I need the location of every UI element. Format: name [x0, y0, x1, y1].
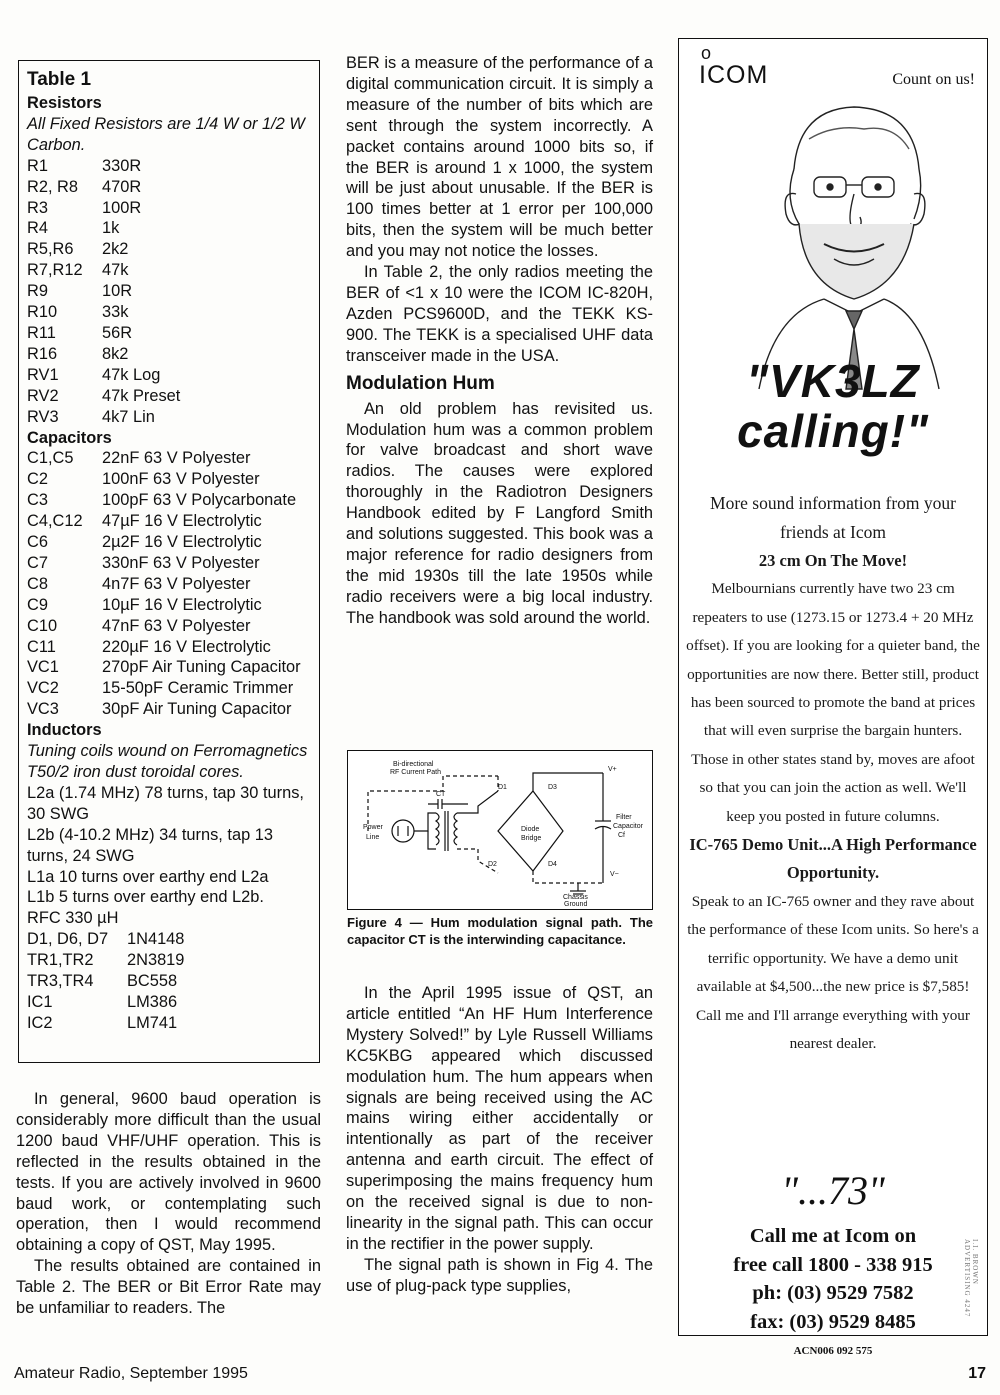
inductor-line: L2a (1.74 MHz) 78 turns, tap 30 turns, 30 SWG [27, 783, 304, 823]
inductor-line: L2b (4-10.2 MHz) 34 turns, tap 13 turns, 24 SWG [27, 825, 273, 865]
label-diode: Diode [521, 826, 540, 833]
part-ref: R9 [27, 282, 48, 301]
part-value: 2µ2F 16 V Electrolytic [102, 533, 262, 552]
table-row [27, 511, 311, 532]
part-ref: C3 [27, 491, 48, 510]
table-row [27, 365, 311, 386]
parts-table [18, 60, 320, 1063]
ad-subheading: 23 cm On The Move! [758, 551, 908, 570]
part-ref: VC2 [27, 679, 59, 698]
part-ref: C8 [27, 574, 48, 593]
table-row [27, 595, 311, 616]
table-row [27, 260, 311, 281]
part-ref: R5,R6 [27, 240, 74, 259]
paragraph: An old problem has revisited us. Modulation hum was a common problem for valve broadcast and short wave radios. The causes were explored thoroughly in the Radiotron Designers Handbook edited by F Langford Smith and solutions suggested. This book was a major reference for radio designers from the mid 1930s till the late 1950s while radio receivers were a big local industry. The handbook was sold around the world. [346, 399, 653, 627]
table-row [27, 448, 311, 469]
part-value: 1k [102, 219, 120, 238]
part-value: 220µF 16 V Electrolytic [102, 637, 271, 656]
part-value: BC558 [127, 972, 178, 991]
part-ref: R16 [27, 344, 58, 363]
part-value: 100nF 63 V Polyester [102, 470, 260, 489]
inductor-line: RFC 330 µH [27, 909, 119, 928]
table-row [27, 281, 311, 302]
label-ct: CT [436, 791, 446, 798]
part-ref: RV3 [27, 407, 59, 426]
hum-circuit-diagram [348, 751, 651, 908]
part-ref: D1, D6, D7 [27, 930, 109, 949]
label-rf-path: RF Current Path [390, 769, 441, 776]
part-value: 270pF Air Tuning Capacitor [102, 658, 301, 677]
capacitors-heading: Capacitors [27, 428, 112, 447]
ad-subheading: IC-765 Demo Unit...A High Performance Opportunity. [689, 835, 977, 883]
part-value: 470R [102, 177, 142, 196]
table-row [27, 657, 311, 678]
part-ref: RV1 [27, 365, 59, 384]
part-ref: R1 [27, 156, 48, 175]
part-ref: C1,C5 [27, 449, 74, 468]
table-row [27, 218, 311, 239]
paragraph: In Table 2, the only radios meeting the BER of <1 x 10 were the ICOM IC-820H, Azden PCS9600D, and the TEKK KS-900. The TEKK is a specialised UHF data transceiver made in the USA. [346, 263, 653, 365]
label-power: Power [363, 824, 383, 831]
part-ref: IC1 [27, 992, 53, 1011]
paragraph: BER is a measure of the performance of a digital communication circuit. It is simply a measure of the number of bits which are sent through the system incorrectly. A packet contains around 1000 bits so, if the BER is around 1 x 1000, the system will be just about unusable. If the BER is 100 times better at 1 error per 100,000 bits, then the system will be much better and you may not notice the losses. [346, 54, 653, 261]
part-ref: IC2 [27, 1013, 53, 1032]
capacitor-list [27, 448, 311, 720]
part-ref: R2, R8 [27, 177, 79, 196]
part-value: 47k Log [102, 365, 161, 384]
table-row [27, 616, 311, 637]
semiconductor-list [27, 929, 311, 1034]
ad-paragraph: Melbournians currently have two 23 cm repeaters to use (1273.15 or 1273.4 + 20 MHz offset). If you are looking for a quieter band, the opportunities are now there. Better still, product has been sourced to promote the band at prices that will even surprise the bargain hunters. Those in other states stand by, moves are afoot so that you can join the action as well. We'll keep you posted in future columns. [686, 580, 980, 825]
part-value: 47µF 16 V Electrolytic [102, 512, 262, 531]
table-row [27, 344, 311, 365]
resistor-list [27, 156, 311, 428]
label-d4: D4 [548, 861, 557, 868]
label-capacitor: Capacitor [613, 823, 643, 830]
label-bridge: Bridge [521, 835, 542, 842]
part-value: 4k7 Lin [102, 407, 155, 426]
part-value: 4n7F 63 V Polyester [102, 574, 251, 593]
part-ref: R3 [27, 198, 48, 217]
page-number: 17 [968, 1365, 986, 1382]
table-row [27, 156, 311, 177]
ad-copy [685, 489, 981, 1058]
contact-line: Call me at Icom on [749, 1225, 917, 1247]
icom-logo: ICOM [699, 61, 769, 89]
table-row [27, 386, 311, 407]
inductor-list [27, 783, 311, 929]
ad-headline-line-1: "VK3LZ [746, 355, 920, 407]
label-cf: Cf [618, 832, 625, 839]
part-value: 47k Preset [102, 386, 181, 405]
table-row [27, 532, 311, 553]
table-row [27, 302, 311, 323]
ad-contact [679, 1222, 987, 1336]
table-row [27, 637, 311, 658]
label-chassis: Chassis [563, 894, 588, 901]
label-line: Line [366, 834, 380, 841]
part-ref: C9 [27, 595, 48, 614]
figure-caption: Figure 4 — Hum modulation signal path. The capacitor CT is the interwinding capacitance. [347, 915, 653, 947]
icom-logo-ring-icon: o [701, 43, 712, 63]
part-value: 30pF Air Tuning Capacitor [102, 700, 292, 719]
table-row [27, 407, 311, 428]
part-value: 10R [102, 282, 133, 301]
agency-credit: I.I. BROWN ADVERTISING 4247 [963, 1239, 979, 1318]
part-ref: VC1 [27, 658, 59, 677]
label-d2: D2 [488, 861, 497, 868]
table-row [27, 1013, 311, 1034]
label-vminus: V− [610, 871, 619, 878]
table-row [27, 929, 311, 950]
table-row [27, 678, 311, 699]
ad-headline-line-2: calling!" [737, 405, 929, 457]
part-value: 33k [102, 303, 129, 322]
part-ref: C11 [27, 637, 56, 656]
table-row [27, 553, 311, 574]
inductor-line: L1a 10 turns over earthy end L2a [27, 867, 269, 886]
paragraph: The signal path is shown in Fig 4. The use of plug-pack type supplies, [346, 1255, 653, 1295]
table-row [27, 323, 311, 344]
part-ref: R11 [27, 323, 56, 342]
part-value: 100pF 63 V Polycarbonate [102, 491, 297, 510]
inductors-note: Tuning coils wound on Ferromagnetics T50/2 iron dust toroidal cores. [27, 742, 308, 781]
ad-signoff: "...73" [781, 1168, 885, 1213]
part-ref: C2 [27, 470, 48, 489]
section-heading: Modulation Hum [346, 372, 495, 394]
part-ref: C10 [27, 616, 58, 635]
table-row [27, 699, 311, 720]
inductors-heading: Inductors [27, 721, 102, 740]
label-d3: D3 [548, 784, 557, 791]
contact-line: free call 1800 - 338 915 [733, 1253, 933, 1276]
table-row [27, 950, 311, 971]
part-value: 330nF 63 V Polyester [102, 553, 260, 572]
table-row [27, 198, 311, 219]
column-2-text-bottom [346, 983, 653, 1297]
label-filter: Filter [616, 814, 632, 821]
ad-paragraph: Speak to an IC-765 owner and they rave about the performance of these Icom units. So here's a terrific opportunity. We have a demo unit available at $4,500...the new price is $7,585! Call me and I'll arrange everything with your nearest dealer. [687, 892, 979, 1052]
ad-acn: ACN006 092 575 [793, 1345, 873, 1357]
part-ref: C6 [27, 533, 48, 552]
contact-line: ph: (03) 9529 7582 [752, 1282, 914, 1305]
resistors-heading: Resistors [27, 94, 102, 112]
part-value: 15-50pF Ceramic Trimmer [102, 679, 294, 698]
label-vplus: V+ [608, 766, 617, 773]
part-value: 10µF 16 V Electrolytic [102, 595, 262, 614]
column-1-text [16, 1089, 321, 1319]
label-d1: D1 [498, 784, 507, 791]
paragraph: The results obtained are contained in Table 2. The BER or Bit Error Rate may be unfamiliar to readers. The [16, 1257, 321, 1318]
portrait-caricature [754, 99, 944, 394]
ad-tagline: Count on us! [892, 71, 975, 88]
part-value: 22nF 63 V Polyester [102, 449, 251, 468]
contact-line: fax: (03) 9529 8485 [750, 1310, 916, 1333]
part-value: LM386 [127, 992, 178, 1011]
part-value: 8k2 [102, 344, 129, 363]
part-value: 47k [102, 261, 129, 280]
table-row [27, 971, 311, 992]
part-value: 2N3819 [127, 951, 185, 970]
part-ref: TR1,TR2 [27, 951, 94, 970]
table-row [27, 177, 311, 198]
part-ref: TR3,TR4 [27, 972, 94, 991]
part-ref: C7 [27, 553, 48, 572]
part-ref: RV2 [27, 386, 59, 405]
table-title: Table 1 [27, 69, 92, 90]
part-value: 47nF 63 V Polyester [102, 616, 251, 635]
table-row [27, 239, 311, 260]
figure-4-diagram [347, 750, 653, 910]
table-row [27, 992, 311, 1013]
icom-advertisement [678, 38, 988, 1357]
table-row [27, 490, 311, 511]
ad-intro: More sound information from your friends at Icom [710, 493, 956, 542]
part-value: 1N4148 [127, 930, 185, 949]
part-value: 56R [102, 323, 133, 342]
part-ref: R7,R12 [27, 261, 83, 280]
label-ground: Ground [564, 901, 588, 908]
table-row [27, 469, 311, 490]
paragraph: In the April 1995 issue of QST, an article entitled “An HF Hum Interference Mystery Solved!” by Lyle Russell Williams KC5KBG appeared which discussed modulation hum. The hum appears when signals are being received using the AC mains wiring either accidentally or intentionally as part of the receiver antenna and earth circuit. The effect of superimposing the mains frequency hum on the received signal is due to non-linearity in the signal path. This can occur in the rectifier in the power supply. [346, 984, 653, 1253]
part-value: LM741 [127, 1013, 178, 1032]
part-ref: R4 [27, 219, 48, 238]
resistors-note: All Fixed Resistors are 1/4 W or 1/2 W Carbon. [27, 114, 305, 154]
table-row [27, 574, 311, 595]
footer-publication: Amateur Radio, September 1995 [14, 1365, 248, 1382]
paragraph: In general, 9600 baud operation is considerably more difficult than the usual 1200 baud VHF/UHF operation. This is reflected in the results obtained in the tests. If you are actively involved in 9600 baud work, or contemplating such operation, then I would recommend obtaining a copy of QST, May 1995. [16, 1090, 321, 1255]
column-2-text-top [346, 53, 653, 629]
part-ref: VC3 [27, 700, 59, 719]
part-ref: C4,C12 [27, 512, 83, 531]
inductor-line: L1b 5 turns over earthy end L2b. [27, 888, 264, 907]
label-bidirectional: Bi-directional [393, 761, 434, 768]
part-value: 2k2 [102, 240, 129, 259]
part-value: 330R [102, 156, 142, 175]
part-ref: R10 [27, 303, 58, 322]
part-value: 100R [102, 198, 142, 217]
